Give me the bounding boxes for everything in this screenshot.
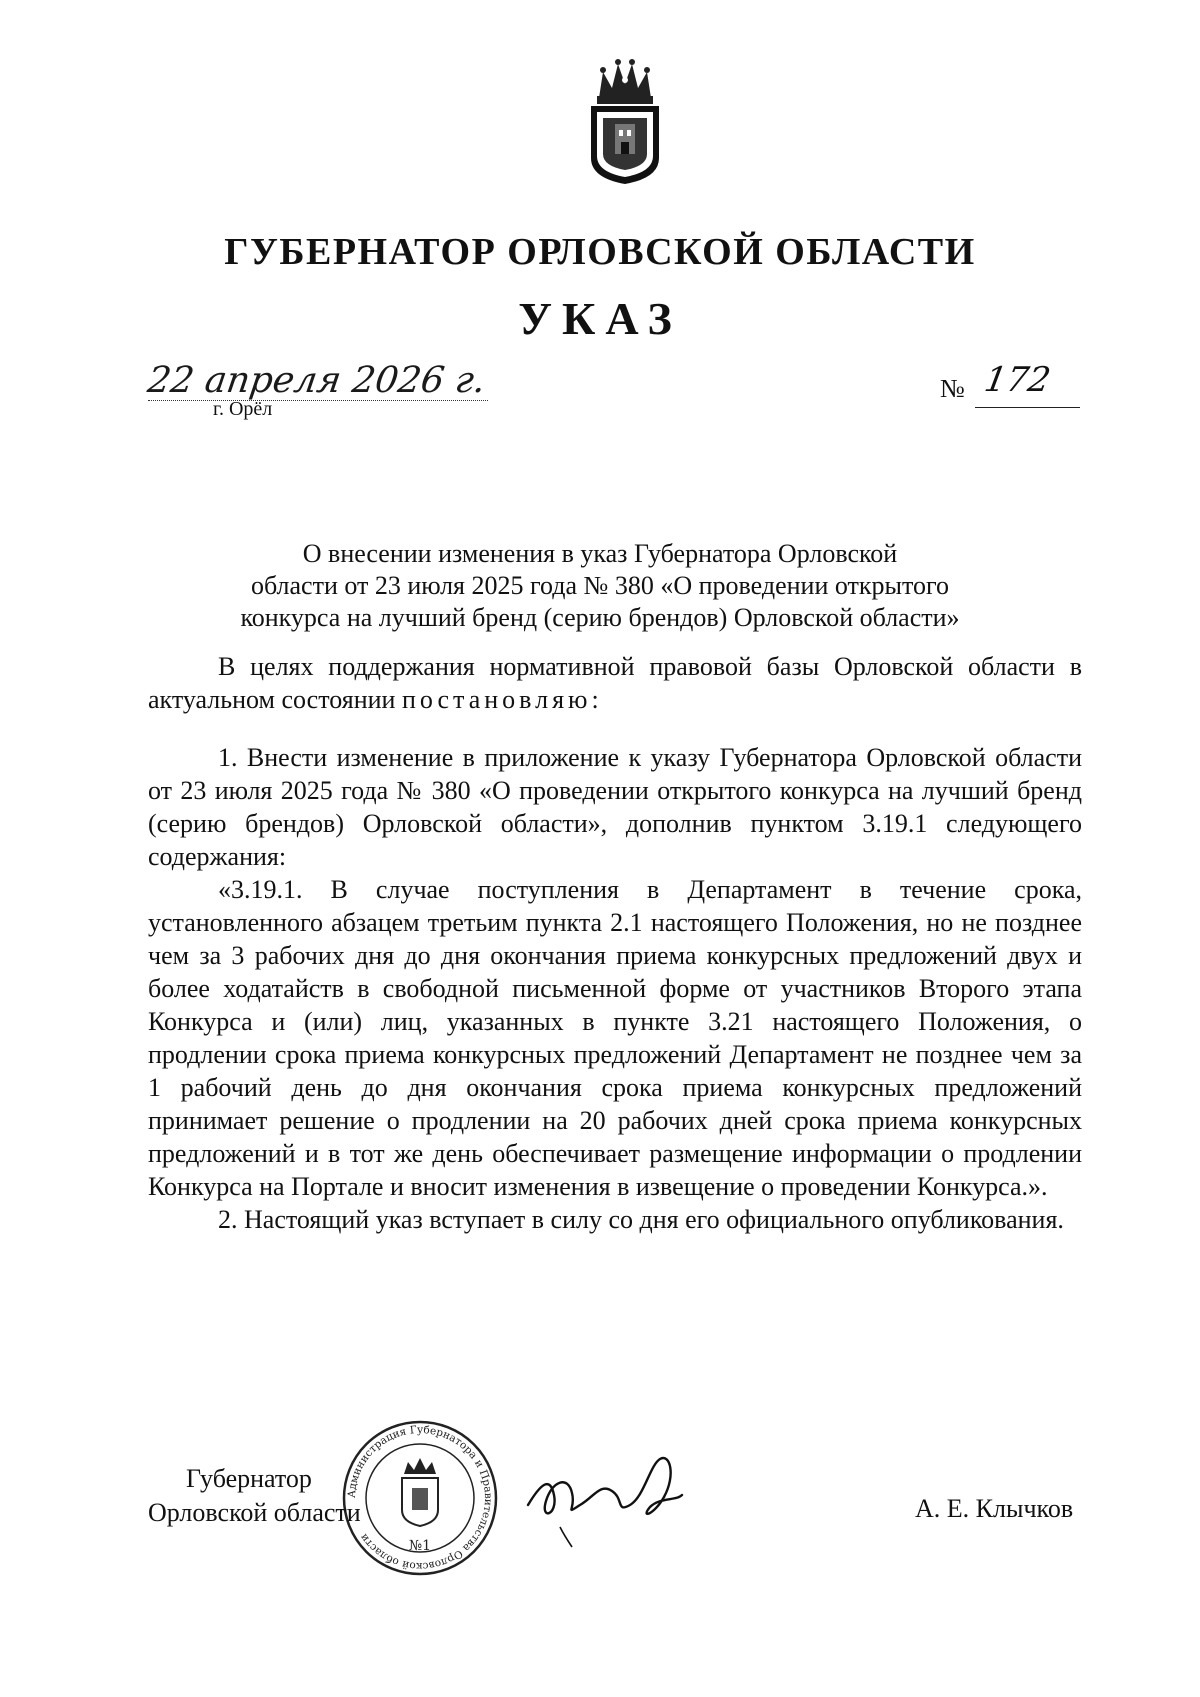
date-underline bbox=[148, 400, 488, 401]
number-underline bbox=[975, 407, 1080, 408]
signatory-position bbox=[148, 1462, 361, 1530]
city-label: г. Орёл bbox=[213, 398, 273, 420]
document-date: 22 апреля 2026 г. bbox=[145, 360, 489, 401]
document-number: 172 bbox=[981, 360, 1054, 400]
seal-number: №1 bbox=[408, 1538, 432, 1554]
item-1-quote: «3.19.1. В случае поступления в Департамент в течение срока, установленного абзацем третьим пункта 2.1 настоящего Положения, но не позднее чем за 3 рабочих дня до дня окончания приема конкурсных предложений двух и более ходатайств в свободной письменной форме от участников Второго этапа Конкурса и (или) лиц, указанных в пункте 3.21 настоящего Положения, о продлении срока приема конкурсных предложений Департамент не позднее чем за 1 рабочий день до дня окончания срока приема конкурсных предложений принимает решение о продлении на 20 рабочих дней срока приема конкурсных предложений и в тот же день обеспечивает размещение информации о продлении Конкурса на Портале и вносит изменения в извещение о проведении Конкурса.». bbox=[148, 875, 1082, 1201]
number-sign: № bbox=[940, 374, 965, 403]
title-line: области от 23 июля 2025 года № 380 «О проведении открытого bbox=[250, 571, 950, 600]
decree-body bbox=[148, 741, 1082, 1236]
preamble-keyword: постановляю bbox=[401, 685, 592, 714]
signatory-name: А. Е. Клычков bbox=[915, 1494, 1074, 1523]
title-line: О внесении изменения в указ Губернатора Орловской bbox=[302, 539, 898, 568]
item-2: 2. Настоящий указ вступает в силу со дня его официального опубликования. bbox=[218, 1205, 1064, 1234]
preamble bbox=[148, 650, 1082, 716]
preamble-end: : bbox=[591, 685, 599, 714]
seal-ring-text: Администрация Губернатора и Правительства Орловской области bbox=[345, 1423, 495, 1573]
preamble-text: В целях поддержания нормативной правовой базы Орловской области в актуальном состоянии bbox=[148, 652, 1082, 714]
handwritten-signature-icon bbox=[520, 1435, 690, 1555]
item-1: 1. Внести изменение в приложение к указу Губернатора Орловской области от 23 июля 2025 года № 380 «О проведении открытого конкурса на лучший бренд (серию брендов) Орловской области», дополнив пунктом 3.19.1 следующего содержания: bbox=[148, 743, 1082, 871]
document-title bbox=[180, 538, 1020, 634]
title-line: конкурса на лучший бренд (серию брендов) Орловской области» bbox=[240, 603, 960, 632]
position-line: Губернатор bbox=[186, 1464, 312, 1493]
coat-of-arms-icon bbox=[585, 58, 665, 186]
issuer-heading: ГУБЕРНАТОР ОРЛОВСКОЙ ОБЛАСТИ bbox=[224, 231, 976, 273]
position-line: Орловской области bbox=[148, 1498, 361, 1527]
official-seal-icon bbox=[340, 1418, 500, 1578]
document-type: УКАЗ bbox=[518, 293, 682, 344]
